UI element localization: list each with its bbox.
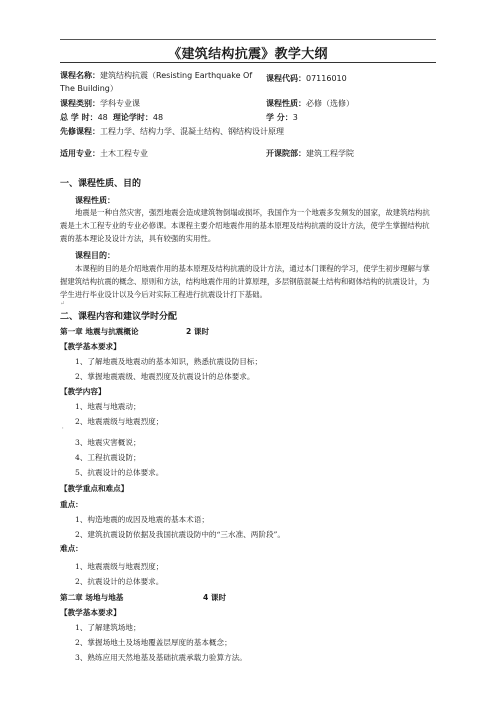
course-category-row [60, 98, 140, 109]
paragraph-mark: ↵ [60, 300, 66, 307]
title-underline [60, 62, 436, 63]
header-rule [60, 39, 436, 40]
course-nature-paragraph: 地震是一种自然灾害，强烈地震会造成建筑物倒塌或损坏，我国作为一个地震多发频发的国家，故建筑结构抗震是土木工程专业的专业必修课。本课程主要介绍地震作用的基本原理及结构抗震的设计方法，使学生掌握结构抗震的基本理论及设计方法，具有较强的实用性。 [60, 208, 430, 243]
chapter1-content-item: 5、抗震设计的总体要求。 [75, 468, 164, 477]
key-point-item: 2、建筑抗震设防依据及我国抗震设防中的“三水准、两阶段”。 [75, 530, 286, 539]
difficult-point-item: 1、地震震级与地震烈度； [75, 562, 164, 571]
difficult-points-label: 难点： [60, 544, 83, 553]
chapter2-req-heading: 【教学基本要求】 [60, 608, 121, 617]
course-nature-value: 必修（选修） [306, 99, 354, 108]
chapter1-content-item: 2、地震震级与地震烈度； [75, 417, 164, 426]
chapter2-req-item: 1、了解建筑场地； [75, 623, 141, 632]
course-name-value-line2: The Building） [60, 84, 118, 93]
major-row [60, 148, 148, 159]
course-code-row [266, 73, 347, 84]
section2-heading: 二、课程内容和建议学时分配 [60, 312, 178, 322]
key-points-label: 重点： [60, 500, 83, 509]
course-purpose-paragraph: 本课程的目的是介绍地震作用的基本原理及结构抗震的设计方法，通过本门课程的学习，使学生初步理解与掌握建筑结构抗震的概念、原则和方法，结构地震作用的计算原理，多层钢筋混凝土结构和砌体结构的抗震设计，为学生进行毕业设计以及今后对实际工程进行抗震设计打下基础。 [60, 264, 430, 299]
credits-row [266, 112, 298, 123]
course-code-value: 07116010 [306, 74, 347, 83]
course-nature-label: 课程性质： [266, 99, 306, 108]
hours-label: 总 学 时： [60, 113, 98, 122]
major-label: 适用专业： [60, 149, 100, 158]
prereq-value: 工程力学、结构力学、混凝土结构、钢结构设计原理 [100, 127, 284, 136]
course-nature-row [266, 98, 354, 109]
hours-row [60, 112, 163, 123]
chapter2-req-item: 2、掌握场地土及场地覆盖层厚度的基本概念； [75, 638, 232, 647]
theory-hours-label: 理论学时： [112, 113, 153, 122]
course-category-value: 学科专业课 [100, 99, 140, 108]
chapter1-req-item: 1、了解地震及地震动的基本知识，熟悉抗震设防目标； [75, 357, 263, 366]
difficult-point-item: 2、抗震设计的总体要求。 [75, 577, 164, 586]
theory-hours-value: 48 [152, 113, 164, 122]
major-value: 土木工程专业 [100, 149, 148, 158]
credits-value: 3 [292, 113, 298, 122]
college-row [266, 148, 354, 159]
chapter2-title: 第二章 场地与地基 [60, 593, 124, 602]
course-purpose-heading: 课程目的： [75, 251, 115, 260]
credits-label: 学 分： [266, 113, 293, 122]
college-label: 开课院部： [266, 149, 306, 158]
course-nature-heading: 课程性质： [75, 196, 115, 205]
chapter1-key-heading: 【教学重点和难点】 [60, 484, 129, 493]
chapter1-content-item: 3、地震灾害概说； [75, 438, 141, 447]
chapter1-req-heading: 【教学基本要求】 [60, 342, 121, 351]
document-title: 《建筑结构抗震》教学大纲 [168, 47, 328, 62]
paragraph-mark: ' [62, 427, 64, 434]
course-category-label: 课程类别： [60, 99, 100, 108]
hours-value: 48 [97, 113, 108, 122]
chapter2-req-item: 3、熟练应用天然地基及基础抗震承载力验算方法。 [75, 653, 247, 662]
college-value: 建筑工程学院 [306, 149, 354, 158]
course-name-label: 课程名称： [60, 71, 100, 80]
key-point-item: 1、构造地震的成因及地震的基本术语； [75, 515, 209, 524]
chapter1-hours: 2 课时 [186, 327, 210, 336]
chapter1-content-item: 1、地震与地震动； [75, 402, 141, 411]
course-code-label: 课程代码： [266, 74, 306, 83]
chapter1-title: 第一章 地震与抗震概论 [60, 327, 139, 336]
chapter2-hours: 4 课时 [203, 593, 227, 602]
chapter1-req-item: 2、掌握地震震级、地震烈度及抗震设计的总体要求。 [75, 372, 255, 381]
section1-heading: 一、课程性质、目的 [60, 179, 142, 189]
chapter1-content-item: 4、工程抗震设防； [75, 453, 141, 462]
chapter1-content-heading: 【教学内容】 [60, 387, 106, 396]
course-name-row [60, 70, 252, 81]
course-name-value: 建筑结构抗震（Resisting Earthquake Of [100, 71, 253, 80]
prereq-row [60, 126, 284, 137]
prereq-label: 先修课程： [60, 127, 100, 136]
